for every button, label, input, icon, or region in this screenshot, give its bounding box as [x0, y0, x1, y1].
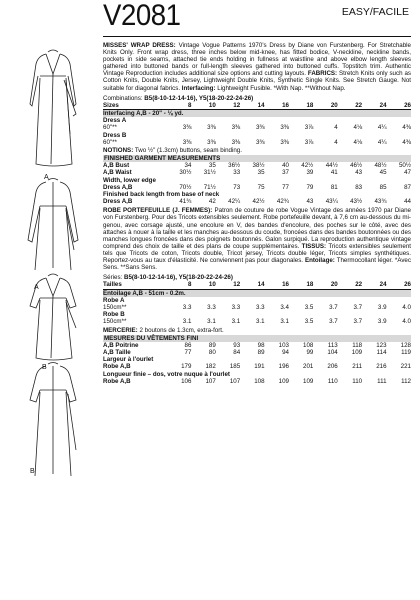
english-fabrics-label: FABRICS:: [307, 70, 338, 78]
difficulty-level: EASY/FACILE: [341, 6, 409, 18]
dress-a-back-illustration: [18, 140, 88, 270]
english-measurements-table: [103, 162, 411, 205]
figure-label: A: [44, 174, 49, 181]
english-notions: NOTIONS: Two ½" (1.3cm) buttons, seam binding.: [103, 146, 242, 154]
pattern-info: [103, 42, 411, 385]
table-row: Largeur à l'ourlet: [103, 356, 154, 364]
french-description-text: Patron de couture de robe Vogue Vintage des années 1970 par Diane von Furstenberg. Pour des Tricots extensibles seulement. Robe portefeuille devant, à 7,6 cm au-dessous du mi-genou, avec corsage ajusté, une encolure en V, des bandes d'encolure, des poches sur le côté, avec des attaches à nouer à la taille et les manches au-dessous du coude, froncées dans des bandes boutonnées ou des manches longues froncées dans des poignets boutonnés. Galon surpiqué. La reproduction authentique vintage comprend des choix de taille et des plans de coupe supplémentaires.: [103, 207, 411, 250]
table-row: Robe A,B 179 182 185 191 196 201 206 211 216 221: [103, 363, 411, 371]
figure-column: [0, 40, 100, 600]
dress-b-back-illustration: [18, 350, 88, 480]
french-interfacing-text: Thermocollant léger. *Avec Sens. **Sans Sens.: [103, 257, 411, 272]
table-row: A,B Taille 77 80 84 89 94 99 104 109 114 119: [103, 348, 411, 356]
table-row: Longueur finie – dos, votre nuque à l'ourlet: [103, 370, 230, 378]
english-description-text: Vintage Vogue Patterns 1970's Dress by Diane von Furstenberg. For Stretchable Knits Only. Front wrap dress, three inches below mid-knee, has fitted bodice, V-neckline, neckline bands, pockets in side seams, attached tie ends holding in fullness at waistline and above elbow length sleeves gathered into buttoned bands or full-length sleeves gathered into buttoned cuffs. Topstitch trim. Authentic Vintage Reproduction includes additional size options and cutting layouts.: [103, 42, 411, 78]
sizes-header-row: Sizes 8 10 12 14 16 18 20 22 24 26: [103, 101, 411, 109]
table-row: Interfacing A,B - 20" - ⅛ yd.: [103, 109, 411, 117]
table-row: Robe A,B 106 107 107 108 109 109 110 110 111 112: [103, 377, 411, 385]
table-row: Dress A,B 70½ 71½ 73 75 77 79 81 83 85 87: [103, 183, 411, 191]
table-row: Entoilage A,B - 51cm - 0.2m.: [103, 289, 411, 297]
french-fabrics-label: TISSUS:: [301, 242, 327, 250]
english-yardage-table: [103, 102, 411, 146]
french-yardage-table: [103, 281, 411, 325]
table-row: A,B Poitrine 86 89 93 98 103 108 113 118 123 128: [103, 341, 411, 349]
table-row: Width, lower edge: [103, 176, 156, 184]
table-row: 150cm** 3.3 3.3 3.3 3.3 3.4 3.5 3.7 3.7 3.9 4.0: [103, 303, 411, 311]
table-row: Dress A: [103, 117, 127, 125]
french-interfacing-label: Entoilage:: [304, 257, 335, 265]
table-row: Robe B: [103, 311, 125, 319]
table-row: Robe A: [103, 296, 125, 304]
english-combinations: Combinations: B5(8-10-12-14-16), Y5(18-20-22-24-26): [103, 94, 254, 102]
french-title: ROBE PORTEFEUILLE (J. FEMMES):: [103, 207, 213, 215]
header: [0, 0, 420, 40]
table-row: Dress B: [103, 131, 127, 139]
english-interfacing-label: Interfacing:: [181, 84, 216, 92]
figure-label: B: [42, 364, 47, 371]
sizes-header-row: Tailles 8 10 12 14 16 18 20 22 24 26: [103, 281, 411, 289]
pattern-number: V2081: [103, 0, 181, 32]
english-title: MISSES' WRAP DRESS:: [103, 42, 176, 49]
table-row: A,B Bust 34 35 36½ 38½ 40 42½ 44½ 46½ 48½ 50½: [103, 162, 411, 170]
french-description: [103, 207, 411, 271]
french-fabrics-text: Tricots extensibles seulement tels que Tricots de coton, Tricots double, Tricot jersey, Tricots double léger, Tricots simples synthétiques. Reportez-vous au taux d'élasticité. Ne conviennent pas pour diagonales.: [103, 242, 411, 265]
table-row: Finished back length from base of neck: [103, 190, 220, 198]
french-measurements-table: [103, 342, 411, 385]
header-rule: [103, 36, 411, 37]
french-combinations: Séries: B5(8-10-12-14-16), Y5(18-20-22-24-26): [103, 274, 233, 282]
table-row: A,B Waist 30½ 31½ 33 35 37 39 41 43 45 47: [103, 169, 411, 177]
table-row: 60"** 3⅜ 3⅜ 3⅜ 3⅜ 3⅜ 3⅞ 4 4⅛ 4¼ 4⅜: [103, 124, 411, 132]
figure-label: A: [34, 284, 39, 291]
french-notions: MERCERIE: 2 boutons de 1.3cm, extra-fort.: [103, 326, 224, 334]
table-row: 60"** 3⅜ 3⅜ 3⅜ 3⅜ 3⅜ 3⅞ 4 4⅛ 4¼ 4⅜: [103, 138, 411, 146]
french-measurements-heading: MESURES DU VÊTEMENTS FINI: [103, 335, 411, 342]
table-row: Dress A,B 41¾ 42 42¼ 42½ 42¾ 43 43¼ 43½ 43¾ 44: [103, 198, 411, 206]
table-row: 150cm** 3.1 3.1 3.1 3.1 3.1 3.5 3.7 3.7 3.9 4.0: [103, 318, 411, 326]
figure-label: B: [30, 468, 35, 475]
english-fabrics-text: Stretch Knits only such as Cotton Knits, Double Knits, Jersey, Lightweight Double Knits, Synthetic Single Knits. See Stretch Gauge. Not suitable for diagonal fabrics.: [103, 70, 411, 92]
english-interfacing-text: Lightweight Fusible. *With Nap. **Without Nap.: [217, 84, 346, 92]
english-description: [103, 42, 411, 92]
english-measurements-heading: FINISHED GARMENT MEASUREMENTS: [103, 155, 411, 162]
